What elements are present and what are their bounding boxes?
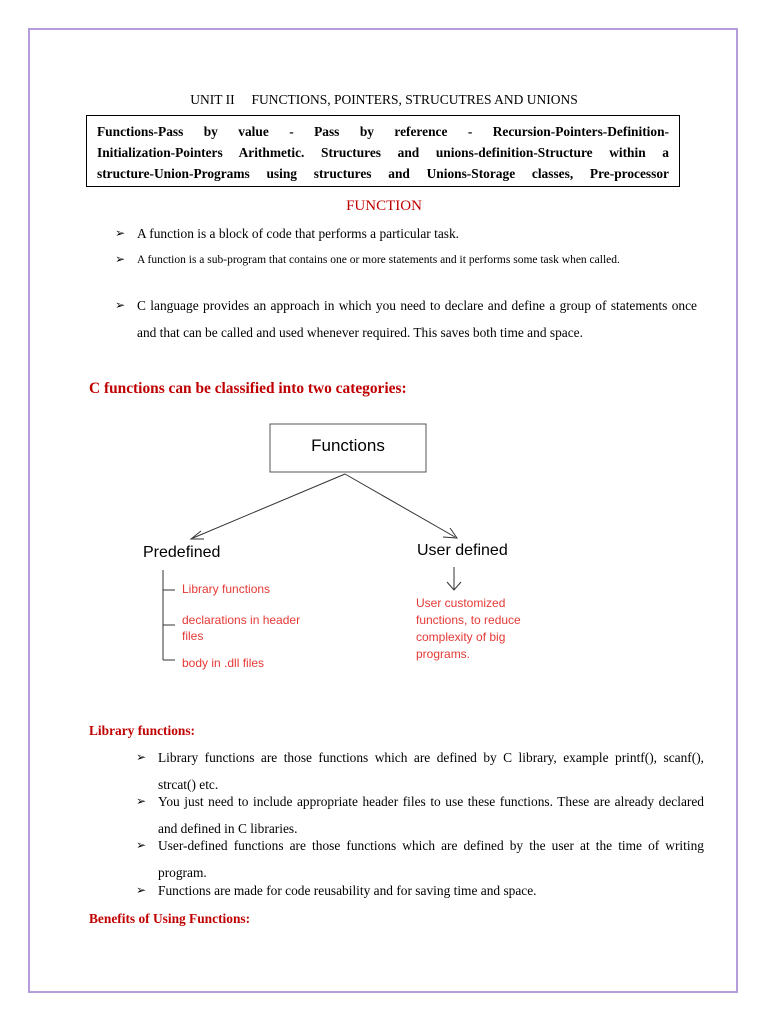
unit-title: UNIT II FUNCTIONS, POINTERS, STRUCUTRES AND UNIONS (190, 92, 578, 107)
predefined-label: Predefined (143, 544, 221, 561)
predefined-item: body in .dll files (182, 656, 265, 670)
syllabus-line: Initialization-Pointers Arithmetic. Structures and unions-definition-Structure within a (97, 145, 669, 160)
predefined-item: Library functions (182, 582, 271, 596)
arrow-bullet-icon: ➢ (115, 298, 126, 312)
arrowhead-left (191, 531, 204, 539)
root-label: Functions (311, 436, 385, 455)
bullet-text: C language provides an approach in which you need to declare and define a group of statements once and that can be called and used whenever required. This saves both time and space. (137, 298, 697, 340)
bullet-text: You just need to include appropriate header files to use these functions. These are already declared and defined in C libraries. (158, 794, 704, 836)
function-heading: FUNCTION (346, 198, 422, 214)
library-bullet (136, 877, 704, 904)
bullet-text: A function is a sub-program that contains one or more statements and it performs some task when called. (137, 254, 620, 266)
bullet-text: A function is a block of code that performs a particular task. (137, 226, 460, 241)
categories-title: C functions can be classified into two categories: (89, 380, 407, 397)
arrow-bullet-icon: ➢ (115, 226, 126, 240)
bullet-text: Functions are made for code reusability and for saving time and space. (158, 883, 537, 898)
syllabus-line: structure-Union-Programs using structures and Unions-Storage classes, Pre-processor (97, 166, 669, 181)
predefined-item: declarations in header files (182, 613, 301, 643)
bullet-text: Library functions are those functions which are defined by C library, example printf(), scanf(), strcat() etc. (158, 750, 704, 792)
user-defined-label: User defined (417, 542, 508, 559)
library-title: Library functions: (89, 723, 196, 738)
arrow-bullet-icon: ➢ (136, 883, 147, 897)
user-defined-note: User customized functions, to reduce complexity of big programs. (416, 596, 521, 661)
arrow-bullet-icon: ➢ (136, 750, 147, 764)
arrow-bullet-icon: ➢ (136, 794, 147, 808)
syllabus-line: Functions-Pass by value - Pass by reference - Recursion-Pointers-Definition- (97, 124, 669, 139)
bullet-text: User-defined functions are those functions which are defined by the user at the time of writing program. (158, 838, 704, 880)
arrow-bullet-icon: ➢ (136, 838, 147, 852)
connector-left (193, 474, 345, 538)
connector-right (345, 474, 455, 537)
arrow-bullet-icon: ➢ (115, 252, 126, 266)
benefits-title: Benefits of Using Functions: (89, 911, 251, 926)
